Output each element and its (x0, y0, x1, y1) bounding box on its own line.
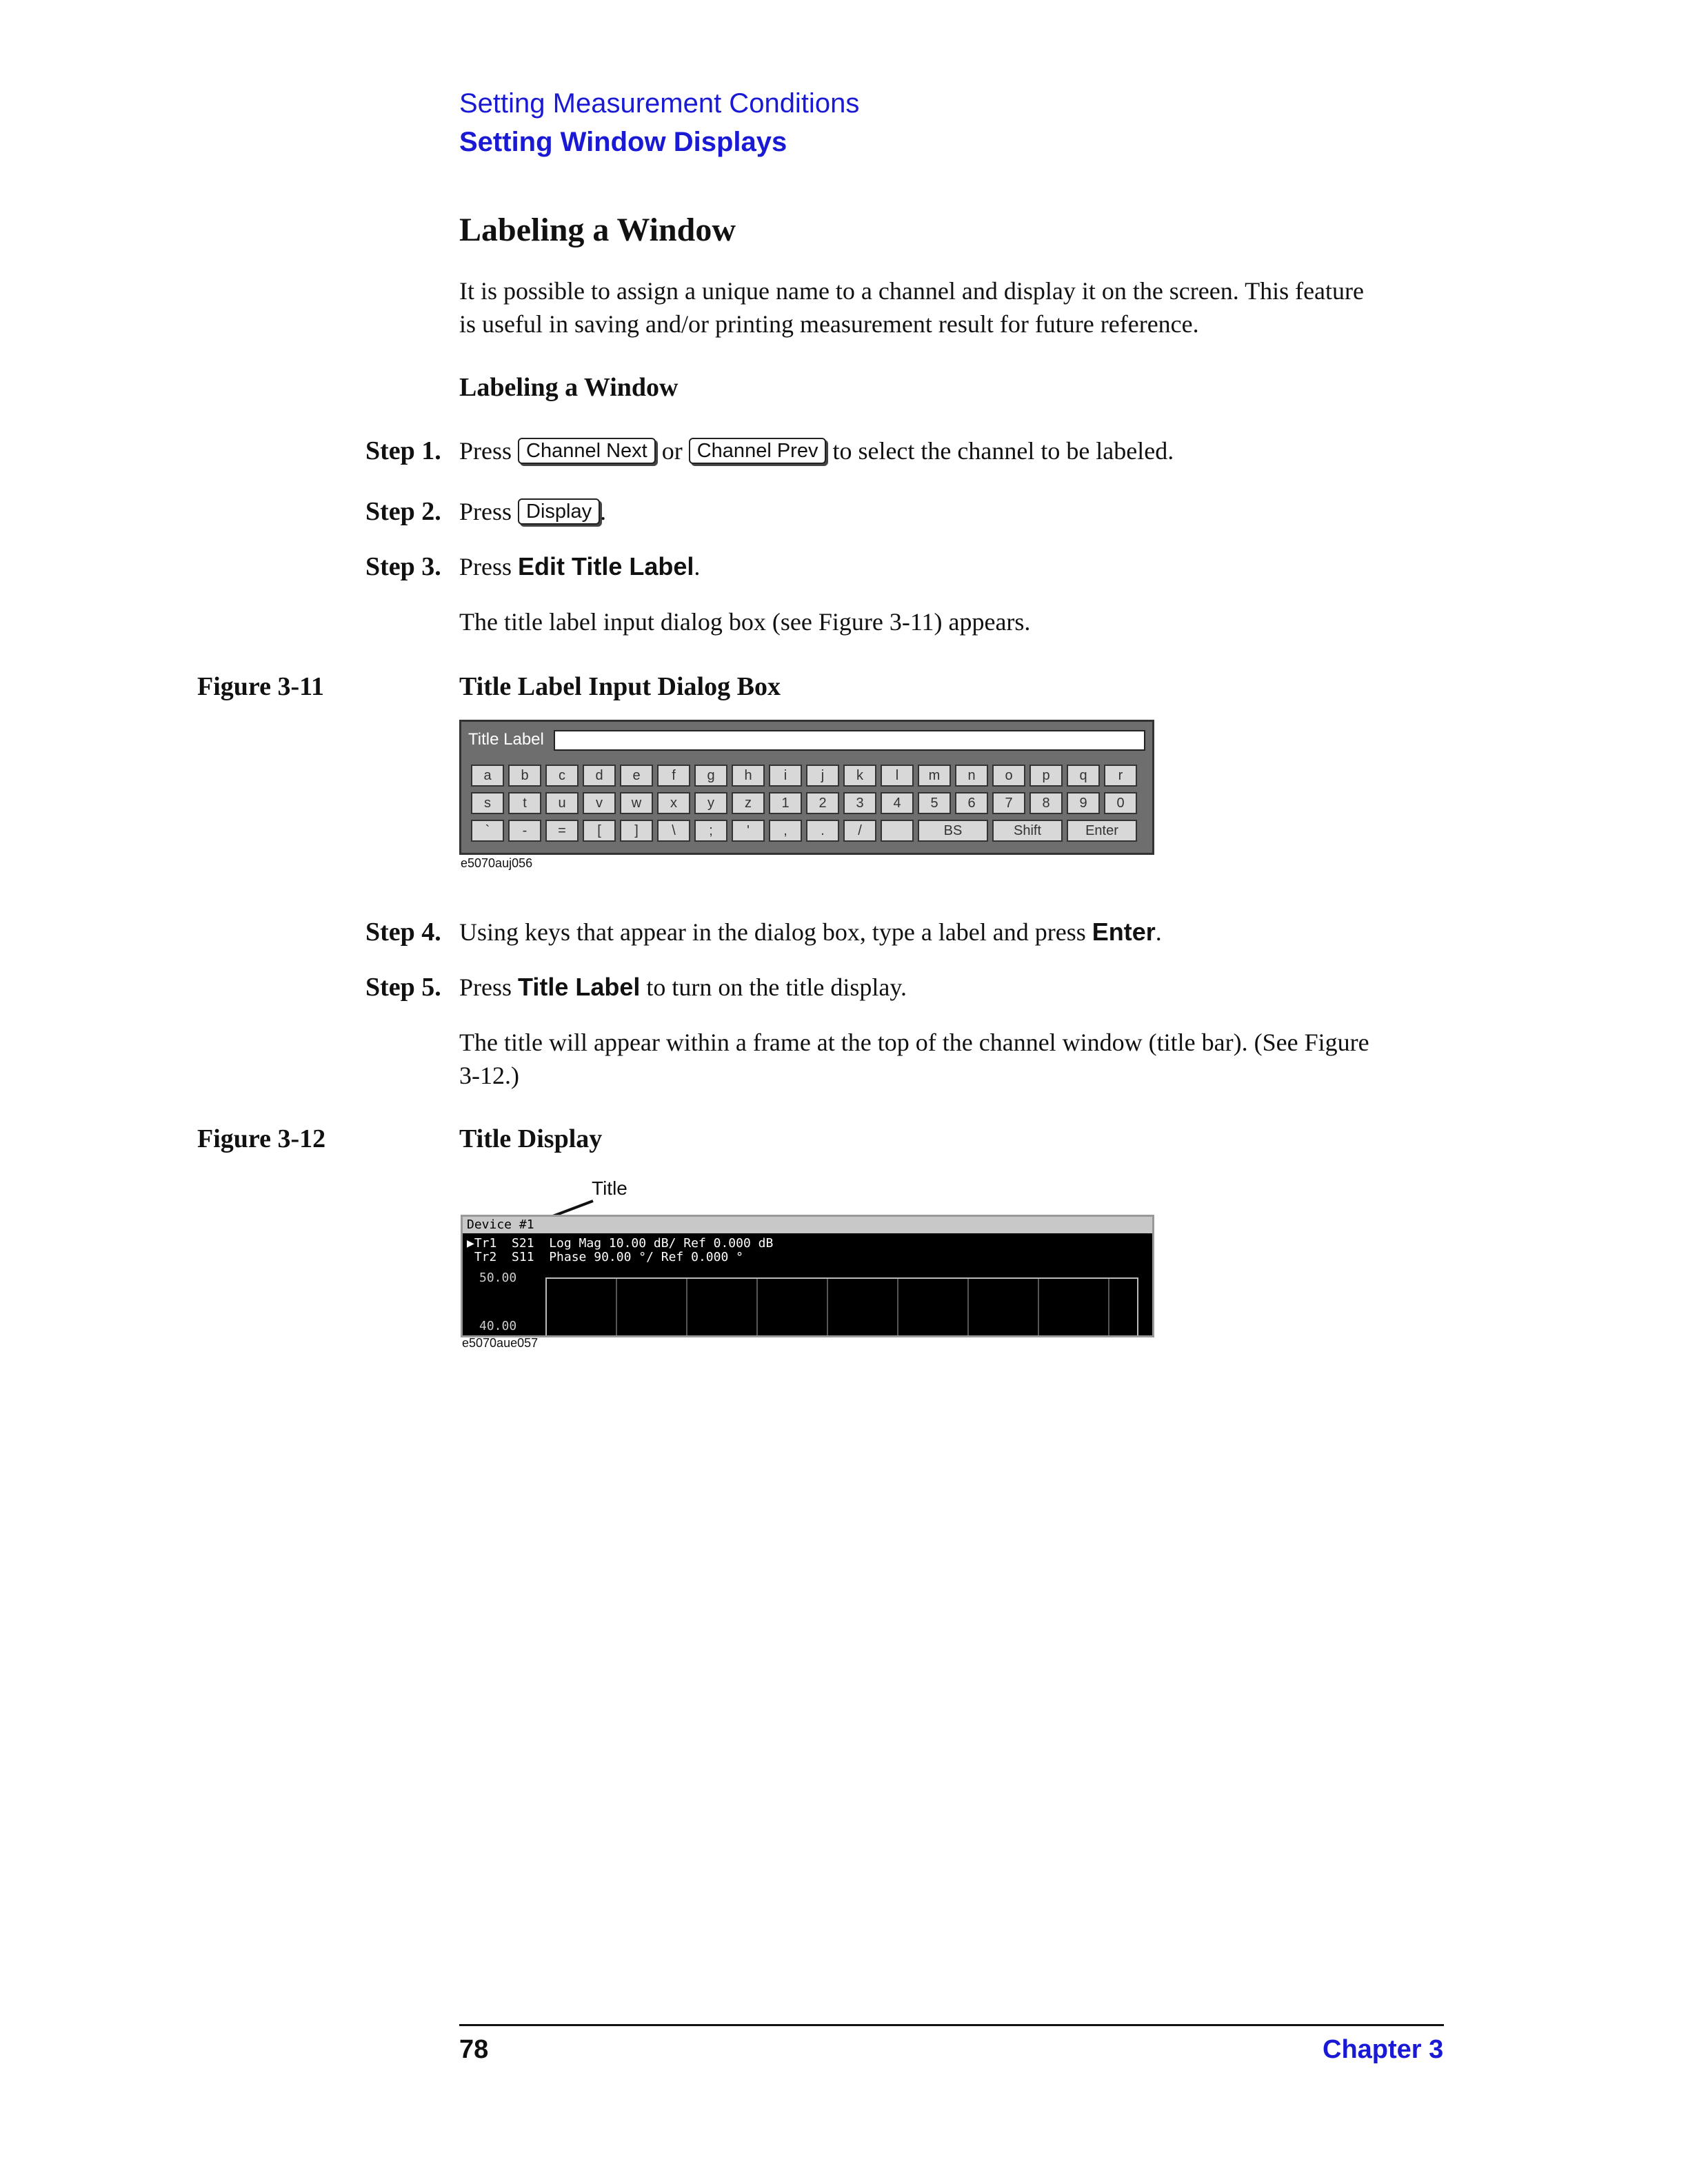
row2-4[interactable]: w (620, 792, 653, 814)
figure-11-caption: Title Label Input Dialog Box (459, 672, 781, 701)
title-label-input[interactable] (554, 730, 1145, 751)
row3_wide-1[interactable]: Shift (992, 820, 1063, 842)
step-4-text (459, 916, 1162, 949)
enter-softkey: Enter (1092, 918, 1156, 946)
row1-1[interactable]: b (508, 765, 541, 787)
step-5-label: Step 5. (365, 973, 441, 1002)
row2-10[interactable]: 3 (843, 792, 876, 814)
title-callout: Title (592, 1177, 627, 1199)
title-bar: Device #1 (463, 1217, 1152, 1233)
row3_wide-2[interactable]: Enter (1067, 820, 1137, 842)
row1-14[interactable]: o (992, 765, 1025, 787)
step-4-label: Step 4. (365, 918, 441, 947)
channel-next-key[interactable]: Channel Next (518, 438, 656, 464)
row2-12[interactable]: 5 (918, 792, 951, 814)
row3-5[interactable]: \ (657, 820, 690, 842)
figure-12-number: Figure 3-12 (197, 1124, 326, 1153)
intro-line-1: It is possible to assign a unique name to a channel and display it on the screen. This feature (459, 277, 1364, 305)
row2-3[interactable]: v (583, 792, 616, 814)
step-3-press: Press (459, 553, 512, 580)
row1-5[interactable]: f (657, 765, 690, 787)
row3-2[interactable]: = (545, 820, 579, 842)
row3-7[interactable]: ' (732, 820, 765, 842)
row2-11[interactable]: 4 (881, 792, 914, 814)
row2-13[interactable]: 6 (955, 792, 988, 814)
row2-7[interactable]: z (732, 792, 765, 814)
figure-12-code: e5070aue057 (462, 1336, 539, 1350)
step-3-rest: . (694, 553, 701, 580)
row3_wide-0[interactable]: BS (918, 820, 988, 842)
step-1-text (459, 434, 1174, 467)
row1-17[interactable]: r (1104, 765, 1137, 787)
row2-1[interactable]: t (508, 792, 541, 814)
row3-8[interactable]: , (769, 820, 802, 842)
key-row-1 (471, 765, 1137, 787)
row1-2[interactable]: c (545, 765, 579, 787)
row3-4[interactable]: ] (620, 820, 653, 842)
channel-prev-key[interactable]: Channel Prev (689, 438, 827, 464)
row1-7[interactable]: h (732, 765, 765, 787)
trace-2-line: Tr2 S11 Phase 90.00 °/ Ref 0.000 ° (467, 1250, 743, 1264)
row1-8[interactable]: i (769, 765, 802, 787)
row1-0[interactable]: a (471, 765, 504, 787)
row3-1[interactable]: - (508, 820, 541, 842)
row2-9[interactable]: 2 (806, 792, 839, 814)
row1-3[interactable]: d (583, 765, 616, 787)
row2-5[interactable]: x (657, 792, 690, 814)
step-2-text (459, 495, 606, 528)
step-5-rest: to turn on the title display. (646, 973, 907, 1001)
title-label-softkey: Title Label (518, 973, 641, 1001)
row1-6[interactable]: g (694, 765, 727, 787)
step-5-note-1: The title will appear within a frame at the top of the channel window (title bar). (See Figure (459, 1029, 1369, 1056)
row1-13[interactable]: n (955, 765, 988, 787)
figure-11-code: e5070auj056 (461, 856, 533, 870)
step-1-or: or (661, 437, 683, 465)
step-2-label: Step 2. (365, 497, 441, 526)
y-label-top: 50.00 (479, 1271, 517, 1285)
row2-14[interactable]: 7 (992, 792, 1025, 814)
row2-0[interactable]: s (471, 792, 504, 814)
row3-0[interactable]: ` (471, 820, 504, 842)
section-title: Setting Measurement Conditions (459, 88, 860, 119)
trace-1-line: ▶Tr1 S21 Log Mag 10.00 dB/ Ref 0.000 dB (467, 1236, 774, 1251)
key-row-2 (471, 792, 1137, 814)
step-3-note: The title label input dialog box (see Figure 3-11) appears. (459, 608, 1031, 636)
display-key[interactable]: Display (518, 498, 600, 525)
step-5-press: Press (459, 973, 512, 1001)
step-5-text (459, 971, 907, 1004)
row1-15[interactable]: p (1029, 765, 1063, 787)
row3-3[interactable]: [ (583, 820, 616, 842)
row3-11[interactable] (881, 820, 914, 842)
step-3-text (459, 550, 700, 583)
page-heading: Labeling a Window (459, 212, 736, 248)
row2-17[interactable]: 0 (1104, 792, 1137, 814)
intro-line-2: is useful in saving and/or printing measurement result for future reference. (459, 310, 1199, 338)
row1-4[interactable]: e (620, 765, 653, 787)
key-row-3 (471, 820, 1137, 842)
row3-6[interactable]: ; (694, 820, 727, 842)
step-1-label: Step 1. (365, 436, 441, 465)
footer-rule (459, 2024, 1444, 2026)
step-2-rest: . (600, 498, 607, 525)
row2-8[interactable]: 1 (769, 792, 802, 814)
figure-12-caption: Title Display (459, 1124, 603, 1153)
row2-15[interactable]: 8 (1029, 792, 1063, 814)
chapter-label: Chapter 3 (1323, 2035, 1444, 2064)
step-5-note-2: 3-12.) (459, 1062, 519, 1089)
row1-10[interactable]: k (843, 765, 876, 787)
step-3-label: Step 3. (365, 552, 441, 581)
row2-6[interactable]: y (694, 792, 727, 814)
procedure-heading: Labeling a Window (459, 373, 679, 402)
row2-2[interactable]: u (545, 792, 579, 814)
row1-11[interactable]: l (881, 765, 914, 787)
dialog-title: Title Label (468, 730, 544, 749)
row1-9[interactable]: j (806, 765, 839, 787)
row2-16[interactable]: 9 (1067, 792, 1100, 814)
step-1-rest: to select the channel to be labeled. (832, 437, 1174, 465)
y-label-bottom: 40.00 (479, 1319, 517, 1333)
row3-9[interactable]: . (806, 820, 839, 842)
row3-10[interactable]: / (843, 820, 876, 842)
channel-window (461, 1215, 1154, 1337)
step-4-body: Using keys that appear in the dialog box, type a label and press (459, 918, 1086, 946)
edit-title-label-softkey: Edit Title Label (518, 552, 694, 580)
step-1-press: Press (459, 437, 512, 465)
figure-11-number: Figure 3-11 (197, 672, 325, 701)
subsection-title: Setting Window Displays (459, 127, 787, 157)
row1-16[interactable]: q (1067, 765, 1100, 787)
trace-grid (545, 1277, 1138, 1337)
title-label-dialog (459, 720, 1154, 855)
row1-12[interactable]: m (918, 765, 951, 787)
page-number: 78 (459, 2035, 489, 2064)
step-2-press: Press (459, 498, 512, 525)
step-4-rest: . (1155, 918, 1162, 946)
